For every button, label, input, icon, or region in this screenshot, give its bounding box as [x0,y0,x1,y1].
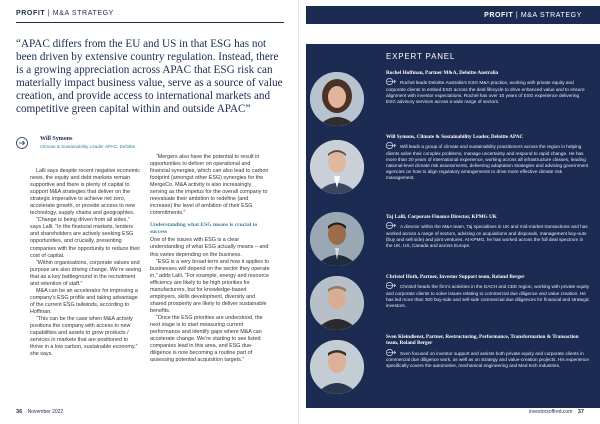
left-header-separator: | [47,10,53,17]
portrait-christof-huth [310,276,364,330]
right-header-separator: | [515,12,521,19]
paragraph: “Mergers also have the potential to result in opportunities to deliver on operational and financial synergies, which can also lead to carbon footprint (amongst other ESG) synergies for the MergeCo. M&A activity is also increasingly serving as the impetus for the overall company to reevaluate their ambition to redefine (and increase) the level of ambition of their ESG commitments.” [150,154,269,217]
expert-bio [386,349,590,370]
expert-name: Sven Kleindienst, Partner, Restructuring, Performance, Transformation & Transaction team, Roland Berger [386,334,579,347]
expert-bio [386,78,590,105]
portrait-taj-lalli [310,212,364,266]
expert-name: Rochel Hoffman, Partner M&A, Deloitte Australia [386,70,499,76]
paragraph: “This can be the case when M&A activity positions the company with access to new capabilities and assets to grow products / services in markets that are positioned to thrive in a low carbon, sustainable economy,” she says. [30,315,138,358]
left-header-topic: M&A STRATEGY [52,10,114,17]
portrait-sven-kleindienst [310,340,364,394]
expert-entry-2 [386,134,590,182]
expert-bio-text: Rochel leads Deloitte Australia’s ESG M&A practice, working with private equity and corporate clients to embed ESG across the deal lifecycle to drive enhanced value and to ensure alignment with investor expectations. Rochel has over 10 years of ESG experience delivering ESG advisory services across a wide range of sectors. [386,80,585,105]
portrait-image [310,340,364,394]
portrait-will-symons [310,140,364,194]
paragraph: “Change is being driven from all sides,” says Lalli. “In the financial markets, lenders and shareholders are actively seeking ESG opportunities, and crucially, presenting companies with the opportunity to reduce their cost of capital. [30,217,141,259]
arrow-right-icon [386,222,397,229]
byline-title: Climate & Sustainability Leader APAC, Deloitte [40,144,136,149]
right-page-number: 37 [577,409,584,415]
expert-bio [386,142,590,181]
article-column-2 [150,154,270,364]
right-page-footer [529,409,584,415]
expert-name: Will Symons, Climate & Sustainability Leader, Deloitte APAC [386,134,524,140]
portrait-image [310,140,364,194]
byline-name: Will Symons [40,136,73,142]
left-header-rule [16,22,284,23]
arrow-right-icon [386,282,397,289]
right-header-topic: M&A STRATEGY [520,12,582,19]
right-header-section: PROFIT [484,12,514,19]
expert-bio [386,282,590,309]
paragraph: M&A can be an accelerator for improving a company’s ESG profile and taking advantage of the current ESG tailwinds, according to Hoffman. [30,287,138,315]
expert-bio [386,222,590,249]
expert-bio-text: Will leads a group of climate and sustainability practitioners across the region in helping clients solve their complex problems, manage uncertainty and respond to rapid change. He has more than 20 years of international experience, working across all infrastructure classes, leading national-level climate risk assessments, delivering adaptation strategies and advising government agencies on how to align regulatory arrangements to drive more effective climate risk management. [386,144,589,181]
expert-entry-4 [386,274,590,309]
left-page-number: 36 [16,409,23,415]
arrow-right-icon [386,78,397,85]
left-page-header [16,10,114,17]
website-link[interactable]: investorsoffred.com [528,409,573,415]
expert-entry-3 [386,214,590,249]
issue-date: November 2022 [27,409,64,415]
portrait-image [310,72,364,126]
expert-bio-text: Sven focused on investor support and assists both private equity and corporate clients in commercial due diligence work, as well as on strategy and value-creation projects. His experience specifically covers the automotive, mechanical engineering and Med tech industries. [386,350,589,369]
arrow-right-icon [386,349,397,356]
portrait-image [310,212,364,266]
article-column-1 [30,168,142,358]
panel-title: EXPERT PANEL [386,52,456,61]
portrait-image [310,276,364,330]
left-page-footer [16,409,63,415]
paragraph: Lalli says despite recent negative economic news, the equity and debt markets remain supportive and there is plenty of capital to support M&A strategies that deliver on the strategic imperative to achieve net zero, accelerate growth, or provide access to new technology, supply chains and geographies. [30,168,140,217]
page-gutter [298,0,299,424]
paragraph: “Once the ESG priorities are understood, the next stage is to start measuring current performance and identify gaps where M&A can accelerate change. We’re starting to see listed companies lead in this area, and ESG due-diligence is now becoming a routine part of assessing potential acquisition targets.” [150,314,263,364]
expert-entry-5 [386,334,590,369]
right-page-header-bar [306,6,600,24]
paragraph: “Within organisations, corporate values and purpose are also driving change. We’re seeing that as a key battleground in the recruitment and retention of staff.” [30,259,142,287]
paragraph: One of the issues with ESG is a clear understanding of what ESG actually means – and this varies depending on the business. [150,237,269,258]
left-header-section: PROFIT [16,10,46,17]
paragraph: “ESG is a very broad term and how it applies to businesses will depend on the sector they operate in,” adds Lalli. “For example, energy and resource efficiency are likely to be high priorities for manufacturers, but for knowledge-based employers, skills development, diversity and shared prosperity are likely to deliver sustainable benefits. [150,258,270,314]
expert-entry-1 [386,70,590,105]
portrait-rochel-hoffman [310,72,364,126]
arrow-right-icon [386,142,397,149]
arrow-right-icon [16,137,28,149]
section-subheading: Understanding what ESG means is crucial to success [150,222,258,236]
right-page-header [484,12,582,19]
expert-name: Taj Lalli, Corporate Finance Director, KPMG UK [386,214,497,220]
expert-bio-text: A director within the M&A team, Taj specialises in UK and mid-market transactions and has worked across a range of sectors, advising on acquisitions and disposals, management buy-outs (buy and sell side) and joint ventures. At KPMG, he has worked across the full deal spectrum in the UK, US, Canada and across Europe. [386,224,588,249]
expert-name: Christof Huth, Partner, Investor Support team, Roland Berger [386,274,525,280]
expert-bio-text: Christof heads the firm’s activities in the DACH and CEE region, working with private equity and corporate clients to solve issues relating to commercial due diligence and value creation. He has led more than 300 buy-side and sell-side commercial due diligences for financial and strategic investors. [386,284,590,309]
pull-quote: “APAC differs from the EU and US in that ESG has not been driven by extensive country regulation. Instead, there is a growing appreciation across APAC that ESG risk can materially impact business value, serve as a source of value creation, and provide access to international markets and competitive green capital within and outside APAC” [16,38,283,115]
